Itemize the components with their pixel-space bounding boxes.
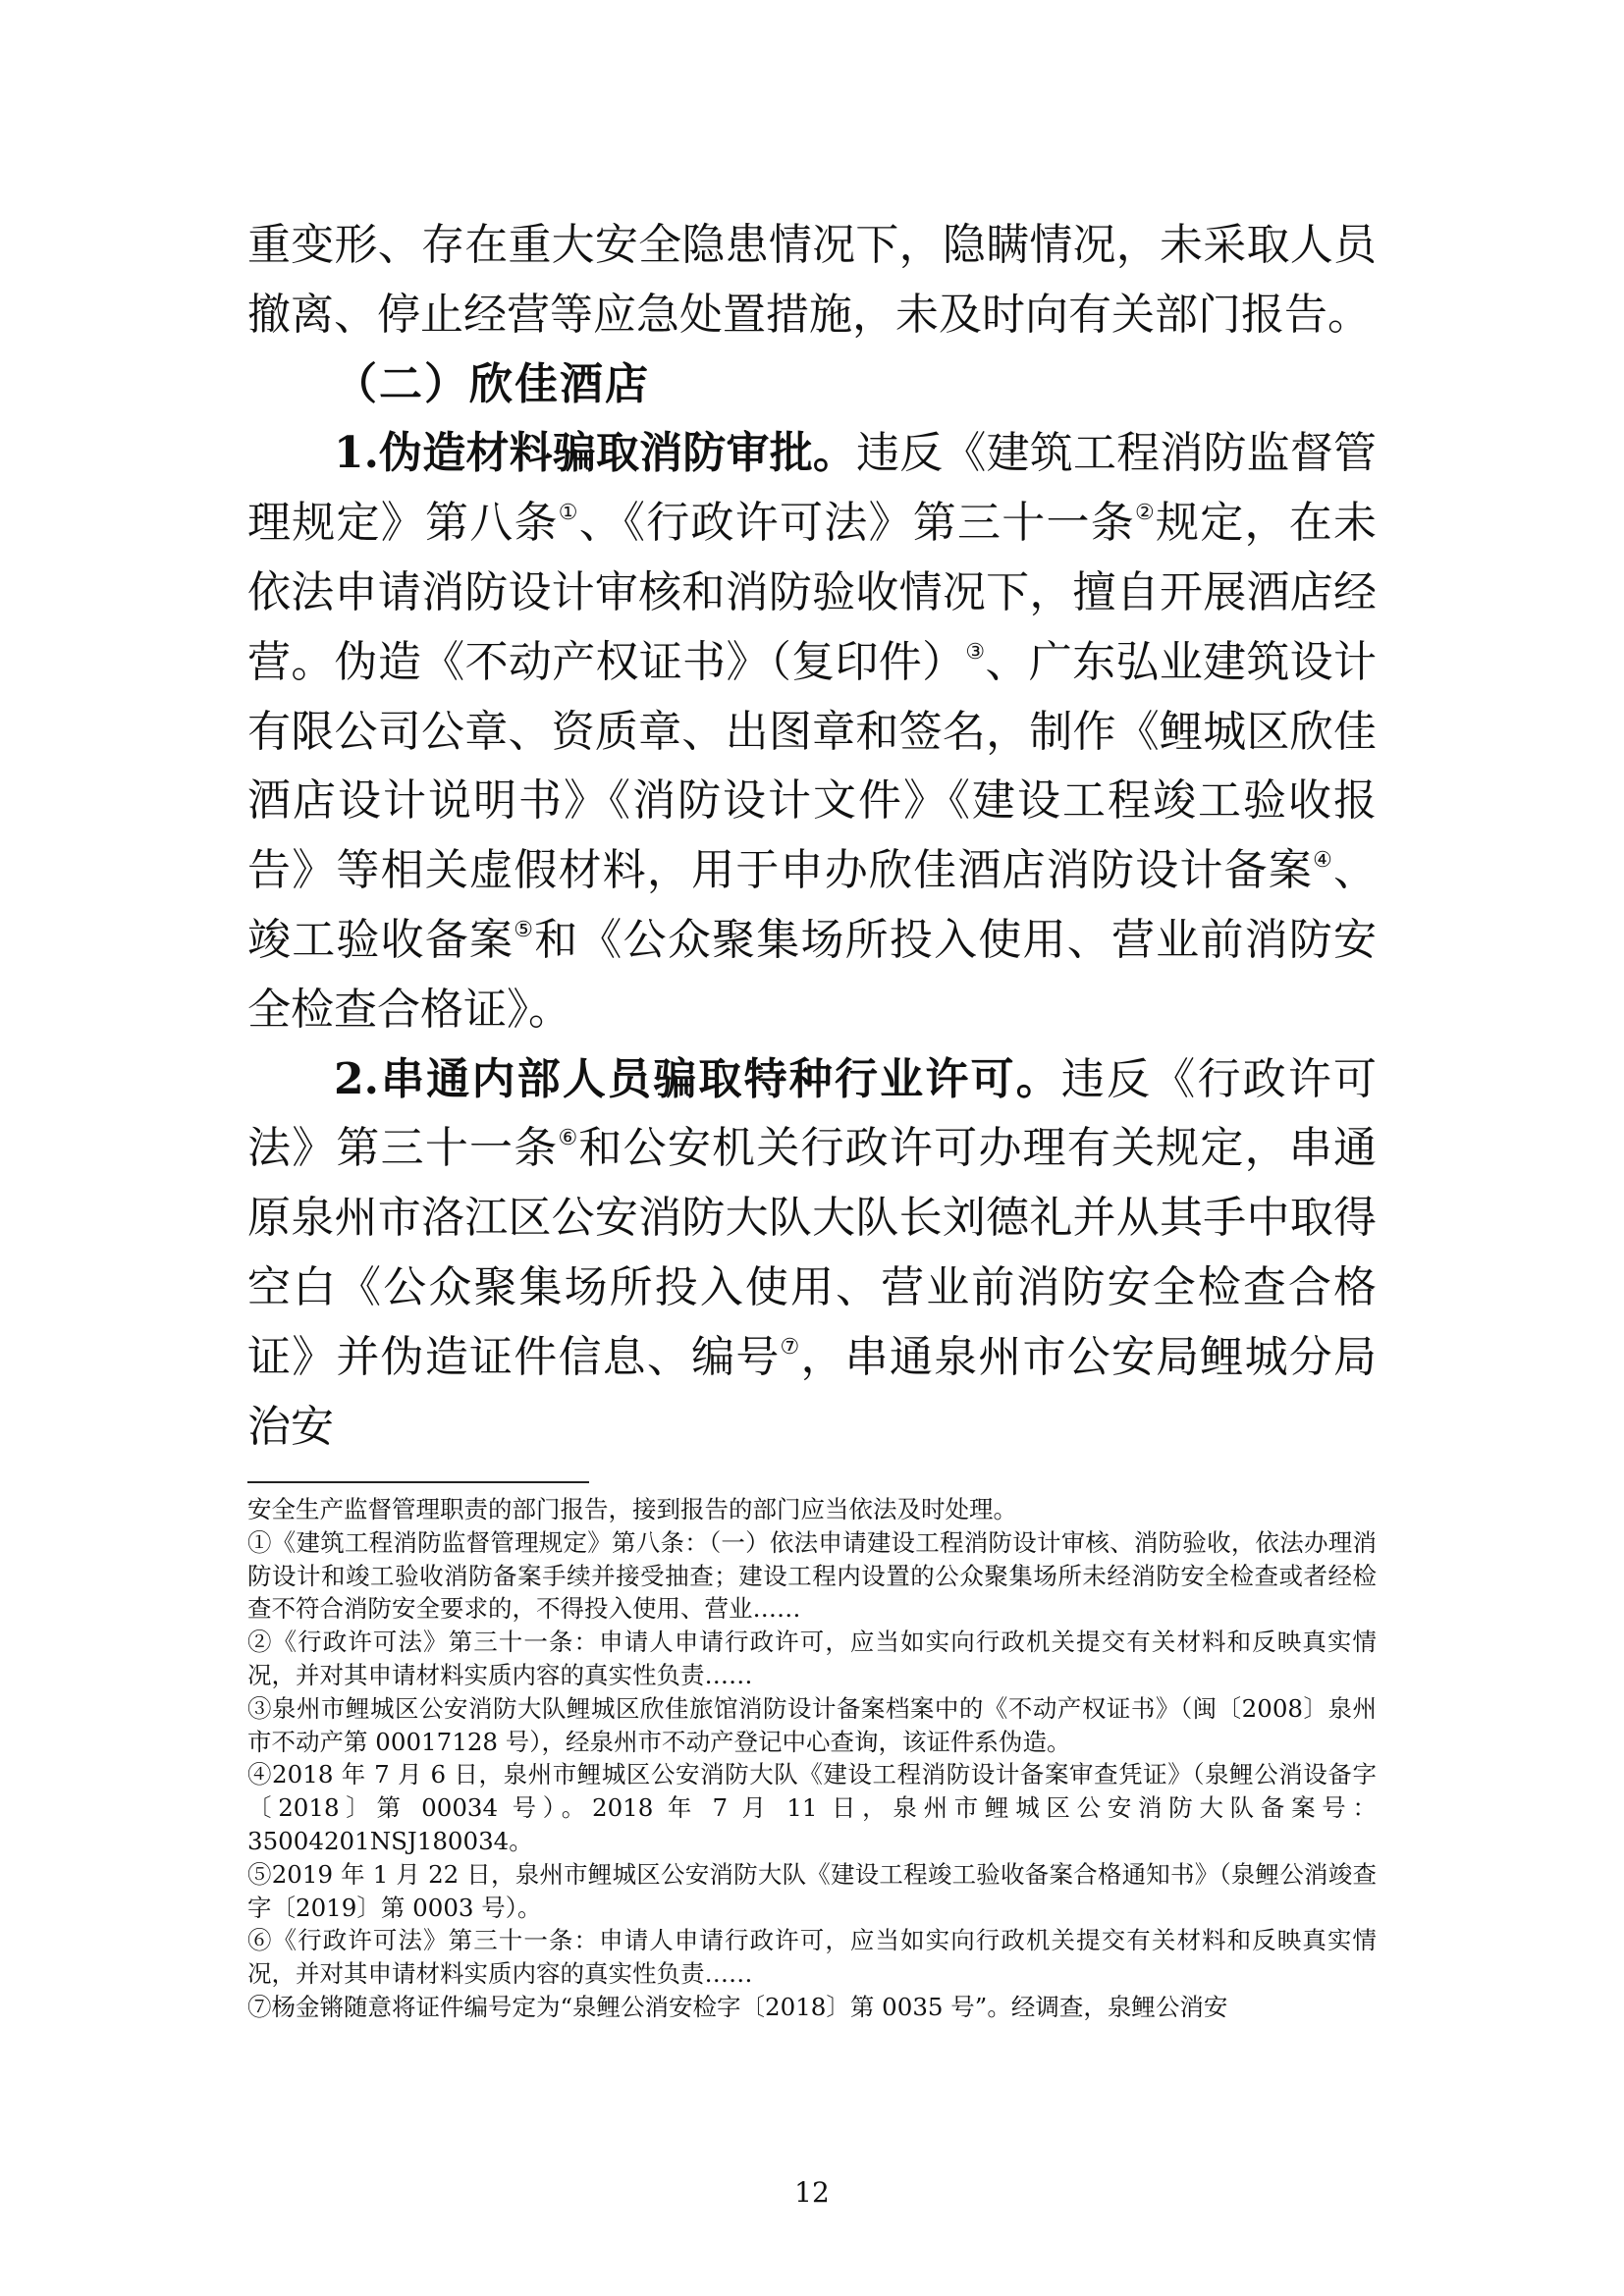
footnote-5: ⑤2019 年 1 月 22 日，泉州市鲤城区公安消防大队《建设工程竣工验收备案合格通知书》（泉鲤公消竣查字〔2019〕第 0003 号）。 [247, 1859, 1377, 1922]
item-2-text: 和公安机关行政许可办理有关规定，串通原泉州市洛江区公安消防大队大队长刘德礼并从其手中取得空白《公众聚集场所投入使用、营业前消防安全检查合格证》并伪造证件信息、编号 [247, 1123, 1378, 1382]
item-2-text: 违反《行政许可法》第三十一条 [247, 1053, 1377, 1174]
footnote-2: ②《行政许可法》第三十一条：申请人申请行政许可，应当如实向行政机关提交有关材料和反映真实情况，并对其申请材料实质内容的真实性负责…… [247, 1628, 1377, 1689]
item-1-lead: 1.伪造材料骗取消防审批。 [334, 428, 857, 479]
footnote-ref-6: ⑥ [558, 1126, 579, 1151]
body-text [247, 211, 1377, 1462]
footnote-6: ⑥《行政许可法》第三十一条：申请人申请行政许可，应当如实向行政机关提交有关材料和反映真实情况，并对其申请材料实质内容的真实性负责…… [247, 1926, 1377, 1989]
footnote-1: ①《建筑工程消防监督管理规定》第八条：（一）依法申请建设工程消防设计审核、消防验收，依法办理消防设计和竣工验收消防备案手续并接受抽查；建设工程内设置的公众聚集场所未经消防安全检查或者经检查不符合消防安全要求的，不得投入使用、营业…… [247, 1527, 1377, 1624]
footnote-3: ③泉州市鲤城区公安消防大队鲤城区欣佳旅馆消防设计备案档案中的《不动产权证书》（闽〔2008〕泉州市不动产第 00017128 号），经泉州市不动产登记中心查询，该证件系伪造。 [247, 1693, 1377, 1756]
item-1-text: 、广东弘业建筑设计有限公司公章、资质章、出图章和签名，制作《鲤城区欣佳酒店设计说明书》《消防设计文件》《建设工程竣工验收报告》等相关虚假材料，用于申办欣佳酒店消防设计备案 [247, 636, 1377, 896]
item-2-lead: 2.串通内部人员骗取特种行业许可。 [334, 1053, 1061, 1104]
footnote-separator [247, 1481, 589, 1483]
item-1-text: 、《行政许可法》第三十一条 [578, 498, 1136, 549]
item-1-text: 违反《建筑工程消防监督管理规定》第八条 [247, 428, 1378, 549]
footnote-continuation: 安全生产监督管理职责的部门报告，接到报告的部门应当依法及时处理。 [247, 1495, 1017, 1523]
paragraph-item-1 [247, 419, 1377, 1044]
item-1-text: 、竣工验收备案 [247, 845, 1377, 965]
item-1-text: 规定，在未依法申请消防设计审核和消防验收情况下，擅自开展酒店经营。伪造《不动产权证书》（复印件） [247, 498, 1378, 687]
footnotes [247, 1493, 1377, 2024]
paragraph-continuation: 重变形、存在重大安全隐患情况下，隐瞒情况，未采取人员撤离、停止经营等应急处置措施，未及时向有关部门报告。 [247, 220, 1377, 340]
footnote-ref-7: ⑦ [780, 1334, 801, 1360]
page-number: 12 [794, 2176, 830, 2209]
item-1-text: 和《公众聚集场所投入使用、营业前消防安全检查合格证》。 [247, 914, 1377, 1035]
footnote-ref-1: ① [558, 501, 579, 526]
footnote-7: ⑦杨金锵随意将证件编号定为“泉鲤公消安检字〔2018〕第 0035 号”。经调查，泉鲤公消安 [247, 1992, 1228, 2021]
footnote-4: ④2018 年 7 月 6 日，泉州市鲤城区公安消防大队《建设工程消防设计备案审查凭证》（泉鲤公消设备字〔2018〕第 00034 号）。2018 年 7 月 11 日，泉州市鲤城区公安消防大队备案号：35004201NSJ180034。 [247, 1760, 1377, 1855]
footnote-ref-2: ② [1135, 501, 1156, 526]
footnote-ref-4: ④ [1313, 848, 1333, 874]
item-2-text: ，串通泉州市公安局鲤城分局治安 [247, 1331, 1377, 1452]
footnote-ref-3: ③ [965, 639, 986, 665]
paragraph-item-2 [247, 1045, 1377, 1463]
section-heading: （二）欣佳酒店 [334, 358, 650, 409]
footnote-ref-5: ⑤ [514, 917, 535, 942]
